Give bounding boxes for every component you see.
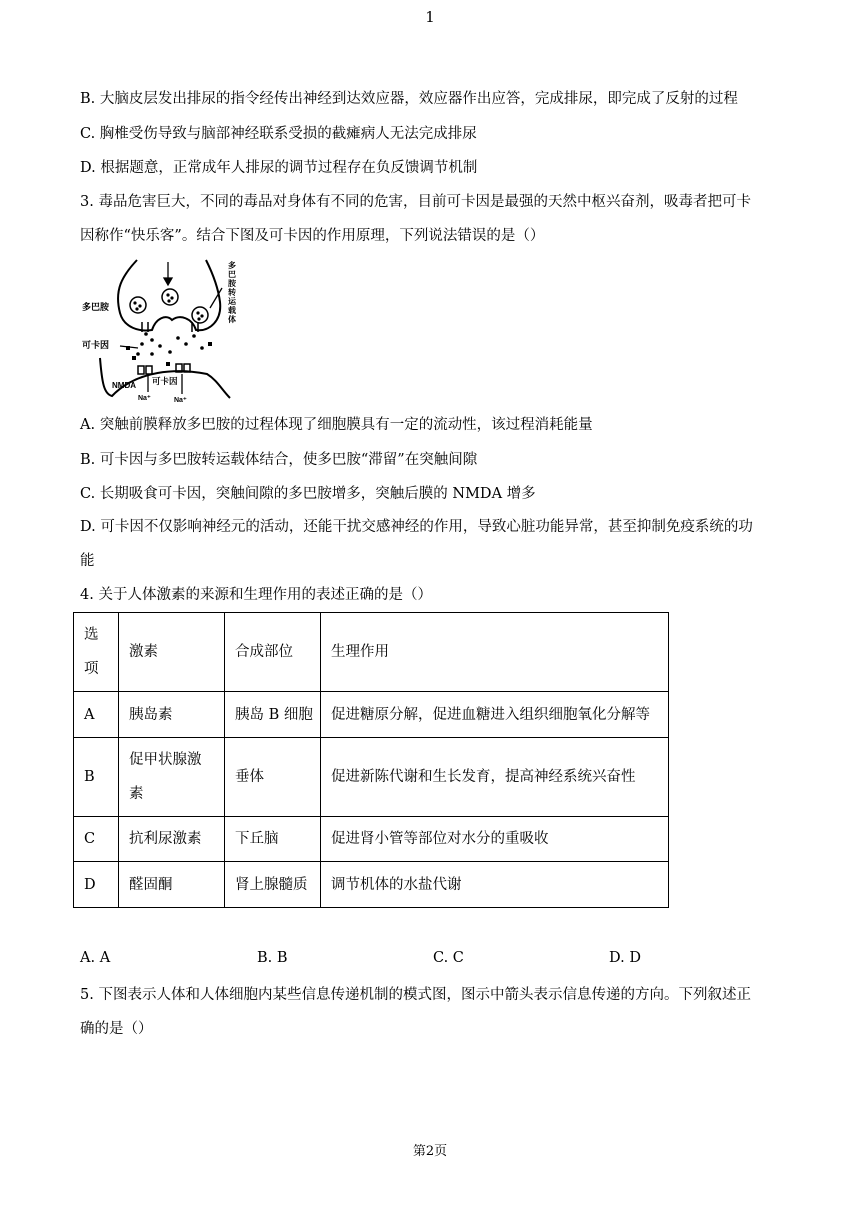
table-cell: 促进新陈代谢和生长发育，提高神经系统兴奋性 (321, 738, 669, 817)
label-na-2: Na⁺ (174, 397, 187, 404)
label-na-1: Na⁺ (138, 395, 151, 402)
q3-option-a: A. 突触前膜释放多巴胺的过程体现了细胞膜具有一定的流动性，该过程消耗能量 (80, 417, 593, 433)
table-cell: A (74, 692, 119, 738)
synapse-figure (82, 258, 242, 406)
label-transporter-char: 转 (228, 288, 236, 297)
table-cell: 醛固酮 (119, 862, 225, 908)
q5-stem-line-2: 确的是（） (80, 1021, 153, 1037)
label-transporter-char: 载 (228, 306, 236, 315)
table-cell: 下丘脑 (225, 817, 321, 862)
table-cell: 调节机体的水盐代谢 (321, 862, 669, 908)
table-cell: 肾上腺髓质 (225, 862, 321, 908)
table-cell: 胰岛 B 细胞 (225, 692, 321, 738)
q3-option-d-line-1: D. 可卡因不仅影响神经元的活动，还能干扰交感神经的作用，导致心脏功能异常，甚至抑制免疫系统的功 (80, 519, 753, 535)
q2-option-c: C. 胸椎受伤导致与脑部神经联系受损的截瘫病人无法完成排尿 (80, 126, 477, 142)
table-row (74, 862, 669, 908)
label-transporter-char: 运 (228, 297, 236, 306)
table-cell: D (74, 862, 119, 908)
table-header-row (74, 613, 669, 692)
table-cell: 抗利尿激素 (119, 817, 225, 862)
label-transporter-char: 巴 (228, 270, 236, 279)
label-transporter-char: 体 (228, 315, 236, 324)
table-cell: 促进肾小管等部位对水分的重吸收 (321, 817, 669, 862)
label-nmda: NMDA (112, 381, 136, 390)
page-footer: 第2页 (412, 1144, 448, 1159)
table-cell: 促甲状腺激 素 (119, 738, 225, 817)
q5-stem-line-1: 5. 下图表示人体和人体细胞内某些信息传递机制的模式图，图示中箭头表示信息传递的方向。下列叙述正 (80, 987, 751, 1003)
header-cell-site: 合成部位 (225, 613, 321, 692)
table-cell: 胰岛素 (119, 692, 225, 738)
table-row (74, 692, 669, 738)
q4-stem: 4. 关于人体激素的来源和生理作用的表述正确的是（） (80, 587, 432, 603)
table-row (74, 738, 669, 817)
label-cocaine-bottom: 可卡因 (152, 376, 178, 386)
header-cell-hormone: 激素 (119, 613, 225, 692)
page-number: 1 (425, 8, 435, 26)
table-row (74, 817, 669, 862)
q3-option-d-line-2: 能 (80, 553, 95, 569)
label-transporter-char: 多 (228, 261, 236, 270)
hormone-table (73, 612, 669, 908)
table-cell: C (74, 817, 119, 862)
q4-option-d: D. D (609, 950, 641, 966)
q4-option-a: A. A (80, 950, 111, 966)
table-cell: B (74, 738, 119, 817)
q3-option-b: B. 可卡因与多巴胺转运载体结合，使多巴胺“滞留”在突触间隙 (80, 452, 478, 468)
label-cocaine-left: 可卡因 (82, 340, 110, 350)
q4-option-c: C. C (433, 950, 464, 966)
q3-option-c: C. 长期吸食可卡因，突触间隙的多巴胺增多，突触后膜的 NMDA 增多 (80, 486, 536, 502)
header-cell-option: 选 项 (74, 613, 119, 692)
label-dopamine: 多巴胺 (82, 302, 110, 312)
label-transporter-char: 胺 (228, 279, 236, 288)
q2-option-b: B. 大脑皮层发出排尿的指令经传出神经到达效应器，效应器作出应答，完成排尿，即完成了反射的过程 (80, 91, 738, 107)
table-cell: 促进糖原分解，促进血糖进入组织细胞氧化分解等 (321, 692, 669, 738)
q3-stem-line-2: 因称作“快乐客”。结合下图及可卡因的作用原理，下列说法错误的是（） (80, 228, 545, 244)
q4-option-b: B. B (257, 950, 288, 966)
header-cell-effect: 生理作用 (321, 613, 669, 692)
q3-stem-line-1: 3. 毒品危害巨大，不同的毒品对身体有不同的危害，目前可卡因是最强的天然中枢兴奋剂，吸毒者把可卡 (80, 194, 751, 210)
q2-option-d: D. 根据题意，正常成年人排尿的调节过程存在负反馈调节机制 (80, 160, 478, 176)
table-cell: 垂体 (225, 738, 321, 817)
